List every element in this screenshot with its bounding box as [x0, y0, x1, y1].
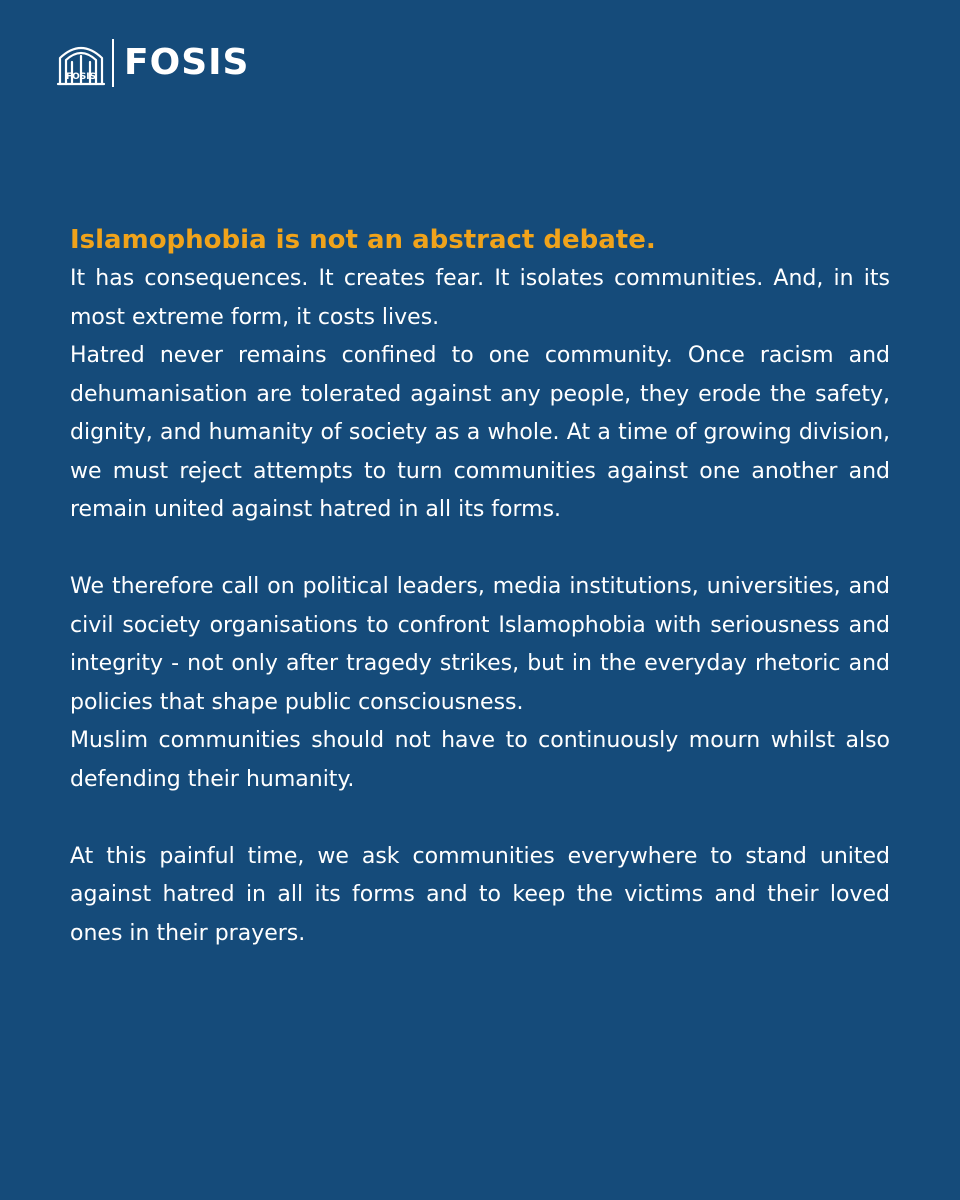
paragraph-gap — [70, 799, 890, 838]
paragraph-muslim-communities: Muslim communities should not have to continuously mourn whilst also defending their humanity. — [70, 728, 890, 792]
paragraph-gap — [70, 530, 890, 569]
paragraph-hatred: Hatred never remains confined to one community. Once racism and dehumanisation are tolerated against any people, they erode the safety, dignity, and humanity of society as a whole. At a time of growing division, we must reject attempts to turn communities against one another and remain united against hatred in all its forms. — [70, 343, 890, 522]
paragraph-consequences: It has consequences. It creates fear. It isolates communities. And, in its most extreme form, it costs lives. — [70, 266, 890, 330]
header — [56, 38, 249, 88]
paragraph-prayers: At this painful time, we ask communities everywhere to stand united against hatred in all its forms and to keep the victims and their loved ones in their prayers. — [70, 843, 890, 946]
logo-divider — [112, 39, 114, 87]
headline: Islamophobia is not an abstract debate. — [70, 225, 656, 255]
statement-body — [70, 220, 890, 953]
brand-name: FOSIS — [124, 42, 250, 83]
fosis-logo-icon — [56, 38, 106, 88]
logo-text: FOSIS — [65, 72, 97, 82]
paragraph-call-to-action: We therefore call on political leaders, media institutions, universities, and civil society organisations to confront Islamophobia with seriousness and integrity - not only after tragedy strikes, but in the everyday rhetoric and policies that shape public consciousness. — [70, 574, 890, 715]
